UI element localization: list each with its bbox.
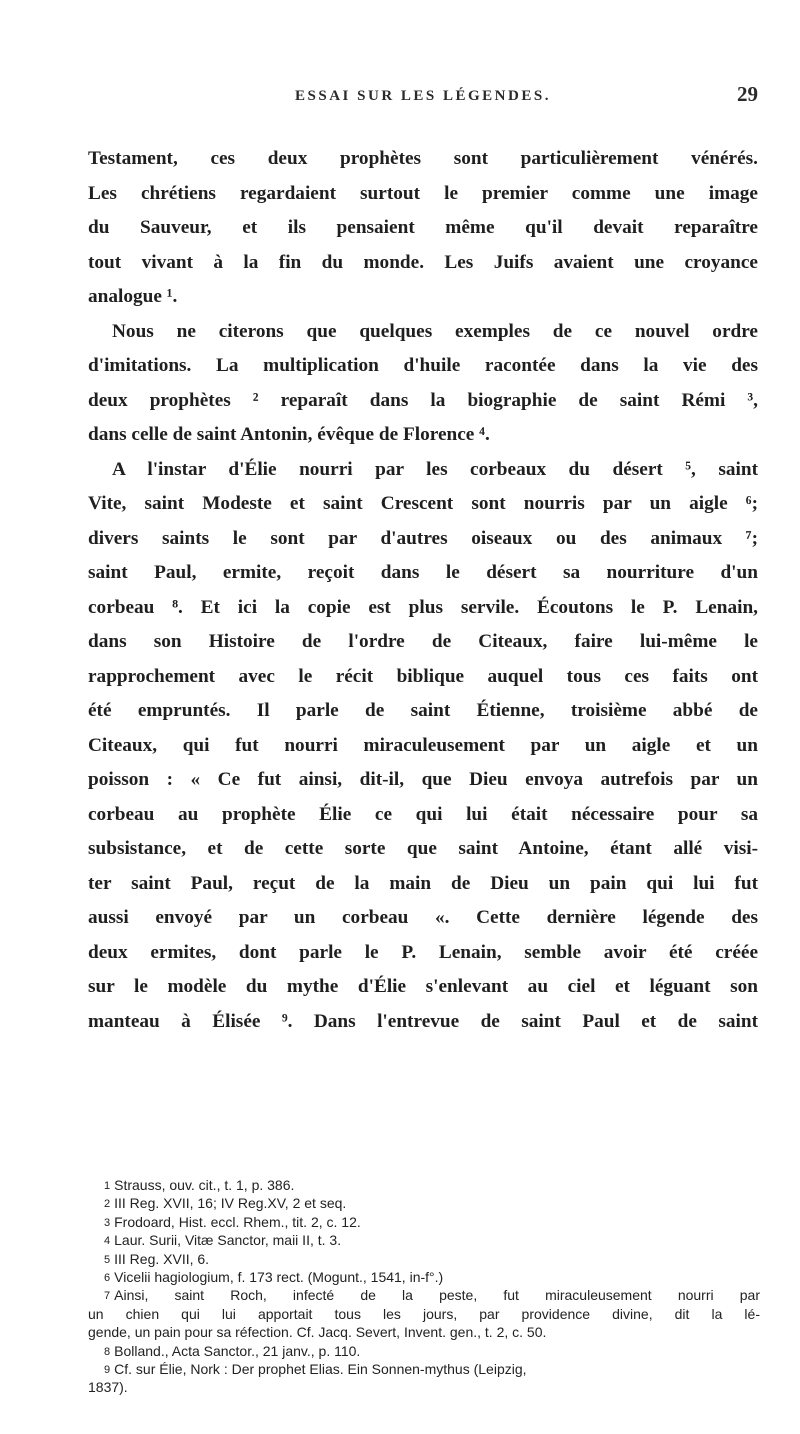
text-line: corbeau ⁸. Et ici la copie est plus servile. Écoutons le P. Lenain,: [88, 596, 758, 618]
text-line: Citeaux, qui fut nourri miraculeusement par un aigle et un: [88, 734, 758, 756]
footnote: [104, 1268, 760, 1286]
footnote-text: III Reg. XVII, 6.: [114, 1250, 210, 1267]
text-line: deux prophètes ² reparaît dans la biographie de saint Rémi ³,: [88, 389, 758, 411]
footnote-text: Bolland., Acta Sanctor., 21 janv., p. 110.: [114, 1342, 361, 1359]
footnote-text: Frodoard, Hist. eccl. Rhem., tit. 2, c. 12.: [114, 1213, 361, 1230]
body-text: [88, 142, 758, 1039]
footnote-text: Vicelii hagiologium, f. 173 rect. (Mogunt., 1541, in-f°.): [114, 1268, 444, 1285]
text-line: aussi envoyé par un corbeau «. Cette dernière légende des: [88, 907, 758, 928]
text-line: du Sauveur, et ils pensaient même qu'il devait reparaître: [88, 217, 758, 238]
text-line: Les chrétiens regardaient surtout le premier comme une image: [88, 182, 758, 204]
footnote-continuation: gende, un pain pour sa réfection. Cf. Jacq. Severt, Invent. gen., t. 2, c. 50.: [88, 1324, 547, 1341]
text-line: tout vivant à la fin du monde. Les Juifs avaient une croyance: [88, 251, 758, 273]
footnote-mark: 1: [104, 1180, 111, 1192]
text-line: sur le modèle du mythe d'Élie s'enlevant au ciel et léguant son: [88, 976, 758, 997]
text-line: ter saint Paul, reçut de la main de Dieu un pain qui lui fut: [88, 872, 758, 894]
footnote-mark: 2: [104, 1198, 111, 1211]
footnote-mark: 6: [104, 1271, 111, 1284]
footnote-text: III Reg. XVII, 16; IV Reg.XV, 2 et seq.: [114, 1195, 347, 1212]
text-line: divers saints le sont par d'autres oiseaux ou des animaux ⁷;: [88, 527, 758, 549]
footnote-mark: 3: [104, 1216, 111, 1229]
running-head: [88, 80, 758, 110]
text-line: manteau à Élisée ⁹. Dans l'entrevue de saint Paul et de saint: [88, 1010, 758, 1032]
footnote-mark: 9: [104, 1363, 111, 1376]
text-line: dans celle de saint Antonin, évêque de Florence ⁴.: [88, 424, 490, 445]
footnotes: [88, 1176, 760, 1397]
footnote-text: Ainsi, saint Roch, infecté de la peste, fut miraculeusement nourri par: [114, 1287, 760, 1304]
text-line: deux ermites, dont parle le P. Lenain, semble avoir été créée: [88, 941, 758, 963]
text-line: Vite, saint Modeste et saint Crescent sont nourris par un aigle ⁶;: [88, 493, 758, 514]
running-title: ESSAI SUR LES LÉGENDES.: [295, 88, 551, 104]
footnote: [104, 1194, 760, 1212]
text-line: Testament, ces deux prophètes sont particulièrement vénérés.: [88, 148, 758, 169]
text-line: dans son Histoire de l'ordre de Citeaux, faire lui-même le: [88, 631, 758, 652]
footnote: [104, 1360, 760, 1378]
text-line: rapprochement avec le récit biblique auquel tous ces faits ont: [88, 665, 758, 687]
footnote-text: Cf. sur Élie, Nork : Der prophet Elias. Ein Sonnen-mythus (Leipzig,: [114, 1360, 527, 1377]
footnote: [104, 1213, 760, 1231]
text-line: été empruntés. Il parle de saint Étienne, troisième abbé de: [88, 700, 758, 721]
footnote: [104, 1342, 760, 1360]
footnote-continuation: 1837).: [88, 1379, 128, 1396]
text-line: d'imitations. La multiplication d'huile racontée dans la vie des: [88, 355, 758, 376]
footnote: [104, 1231, 760, 1249]
text-line: subsistance, et de cette sorte que saint Antoine, étant allé visi-: [88, 838, 758, 859]
text-line: poisson : « Ce fut ainsi, dit-il, que Dieu envoya autrefois par un: [88, 769, 758, 790]
footnote-mark: 7: [104, 1290, 111, 1303]
footnote-mark: 4: [104, 1235, 111, 1248]
footnote-continuation: un chien qui lui apportait tous les jours, par providence divine, dit la lé-: [88, 1305, 760, 1322]
text-line: A l'instar d'Élie nourri par les corbeaux du désert ⁵, saint: [112, 458, 758, 480]
footnote-text: Laur. Surii, Vitæ Sanctor, maii II, t. 3.: [114, 1232, 342, 1249]
text-line: analogue ¹.: [88, 286, 178, 307]
footnote: [104, 1286, 760, 1304]
text-line: corbeau au prophète Élie ce qui lui était nécessaire pour sa: [88, 803, 758, 825]
footnote-mark: 5: [104, 1253, 111, 1266]
footnote: [104, 1250, 760, 1268]
footnote-mark: 8: [104, 1345, 111, 1358]
page-number: 29: [737, 82, 758, 106]
footnote-text: Strauss, ouv. cit., t. 1, p. 386.: [114, 1177, 295, 1193]
text-line: saint Paul, ermite, reçoit dans le désert sa nourriture d'un: [88, 562, 758, 583]
text-line: Nous ne citerons que quelques exemples de ce nouvel ordre: [112, 320, 758, 342]
footnote: [104, 1176, 760, 1194]
